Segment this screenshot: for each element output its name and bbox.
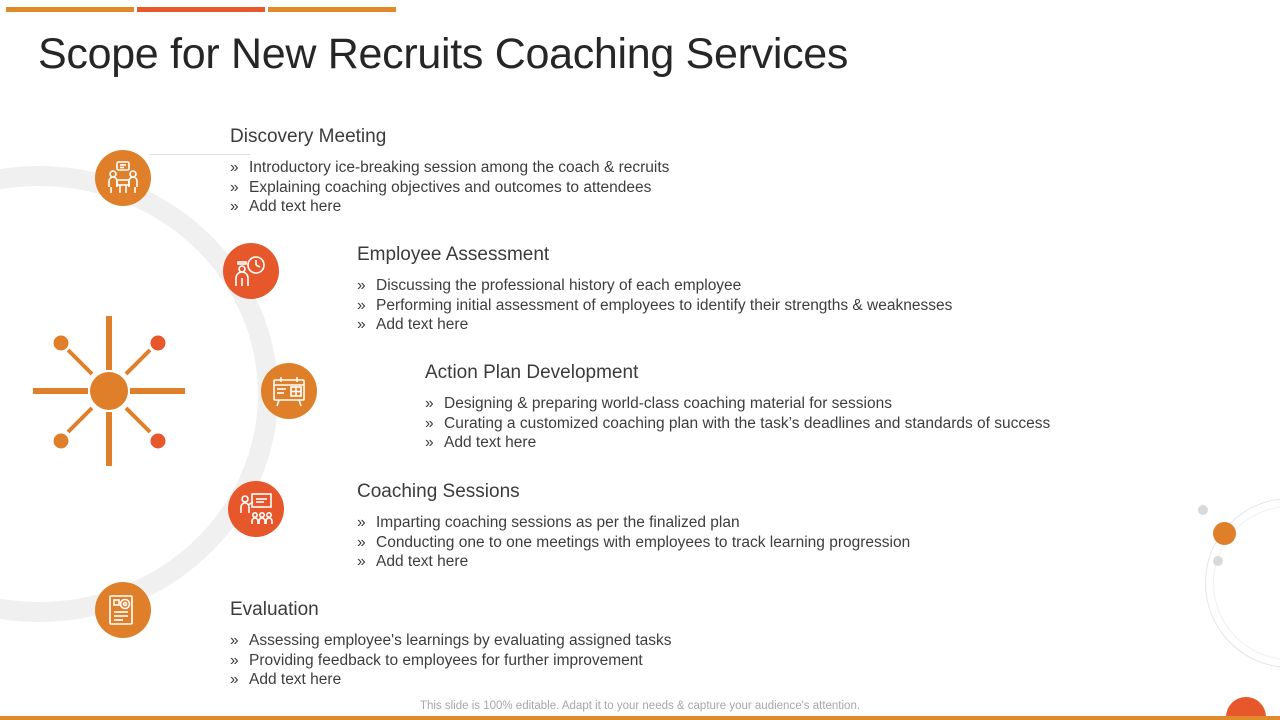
bullet-list (357, 276, 952, 335)
list-item (230, 158, 669, 178)
bullet-list (425, 394, 1050, 453)
bullet-marker: » (230, 632, 239, 649)
bullet-list (230, 158, 669, 217)
slide-title: Scope for New Recruits Coaching Services (38, 30, 849, 78)
hub-sun-icon (32, 314, 186, 468)
bullet-marker: » (230, 651, 239, 669)
bullet-list (230, 631, 672, 690)
list-item (230, 670, 672, 690)
bullet-text: Add text here (376, 316, 469, 334)
bullet-marker: » (230, 159, 239, 176)
list-item (357, 276, 952, 296)
section-heading: Evaluation (230, 599, 319, 620)
list-item (230, 631, 672, 651)
section-heading: Employee Assessment (357, 244, 550, 265)
top-accent-bar-3 (268, 7, 396, 12)
section-evaluation (230, 599, 672, 690)
bullet-text: Add text here (444, 434, 537, 452)
bullet-marker: » (425, 434, 434, 452)
section-heading: Action Plan Development (425, 362, 639, 383)
bullet-text: Add text here (376, 553, 469, 571)
list-item (425, 433, 1050, 453)
calendar-board-icon (261, 363, 317, 419)
bullet-marker: » (357, 277, 366, 294)
bullet-marker: » (230, 198, 239, 216)
bullet-text: Providing feedback to employees for further improvement (249, 651, 643, 669)
decorative-dot (1198, 505, 1208, 515)
bullet-text: Performing initial assessment of employees to identify their strengths & weaknesses (376, 296, 953, 314)
report-gear-icon (95, 582, 151, 638)
list-item (357, 552, 910, 572)
bullet-text: Discussing the professional history of each employee (376, 277, 742, 294)
list-item (230, 651, 672, 671)
list-item (357, 296, 952, 316)
bullet-text: Designing & preparing world-class coaching material for sessions (444, 395, 892, 412)
top-accent-bar-2 (137, 7, 265, 12)
presentation-audience-icon (228, 481, 284, 537)
section-coaching-sessions (357, 481, 910, 572)
bullet-marker: » (230, 671, 239, 689)
list-item (357, 513, 910, 533)
bullet-text: Imparting coaching sessions as per the finalized plan (376, 514, 740, 531)
list-item (357, 315, 952, 335)
bullet-marker: » (230, 178, 239, 196)
list-item (425, 414, 1050, 434)
bullet-list (357, 513, 910, 572)
section-heading: Discovery Meeting (230, 126, 387, 147)
decorative-dot (1213, 556, 1223, 566)
bottom-accent-bar (0, 716, 1280, 720)
meeting-people-icon (95, 150, 151, 206)
bullet-text: Conducting one to one meetings with employees to track learning progression (376, 533, 911, 551)
bullet-text: Add text here (249, 198, 342, 216)
list-item (357, 533, 910, 553)
bullet-marker: » (425, 395, 434, 412)
bullet-marker: » (357, 553, 366, 571)
bullet-text: Explaining coaching objectives and outcomes to attendees (249, 178, 652, 196)
list-item (425, 394, 1050, 414)
bullet-text: Curating a customized coaching plan with the task’s deadlines and standards of success (444, 414, 1051, 432)
footer-note: This slide is 100% editable. Adapt it to your needs & capture your audience's attention. (419, 700, 861, 712)
bullet-text: Introductory ice-breaking session among the coach & recruits (249, 159, 670, 176)
person-clock-icon (223, 243, 279, 299)
section-heading: Coaching Sessions (357, 481, 520, 502)
decorative-dot-accent (1213, 522, 1236, 545)
bullet-marker: » (425, 414, 434, 432)
section-action-plan-development (425, 362, 1050, 453)
bullet-marker: » (357, 533, 366, 551)
top-accent-bar-1 (6, 7, 134, 12)
section-discovery-meeting (230, 126, 669, 217)
bullet-text: Add text here (249, 671, 342, 689)
list-item (230, 197, 669, 217)
bullet-marker: » (357, 514, 366, 531)
section-employee-assessment (357, 244, 952, 335)
bullet-marker: » (357, 296, 366, 314)
bullet-marker: » (357, 316, 366, 334)
list-item (230, 178, 669, 198)
bullet-text: Assessing employee's learnings by evaluating assigned tasks (249, 632, 672, 649)
